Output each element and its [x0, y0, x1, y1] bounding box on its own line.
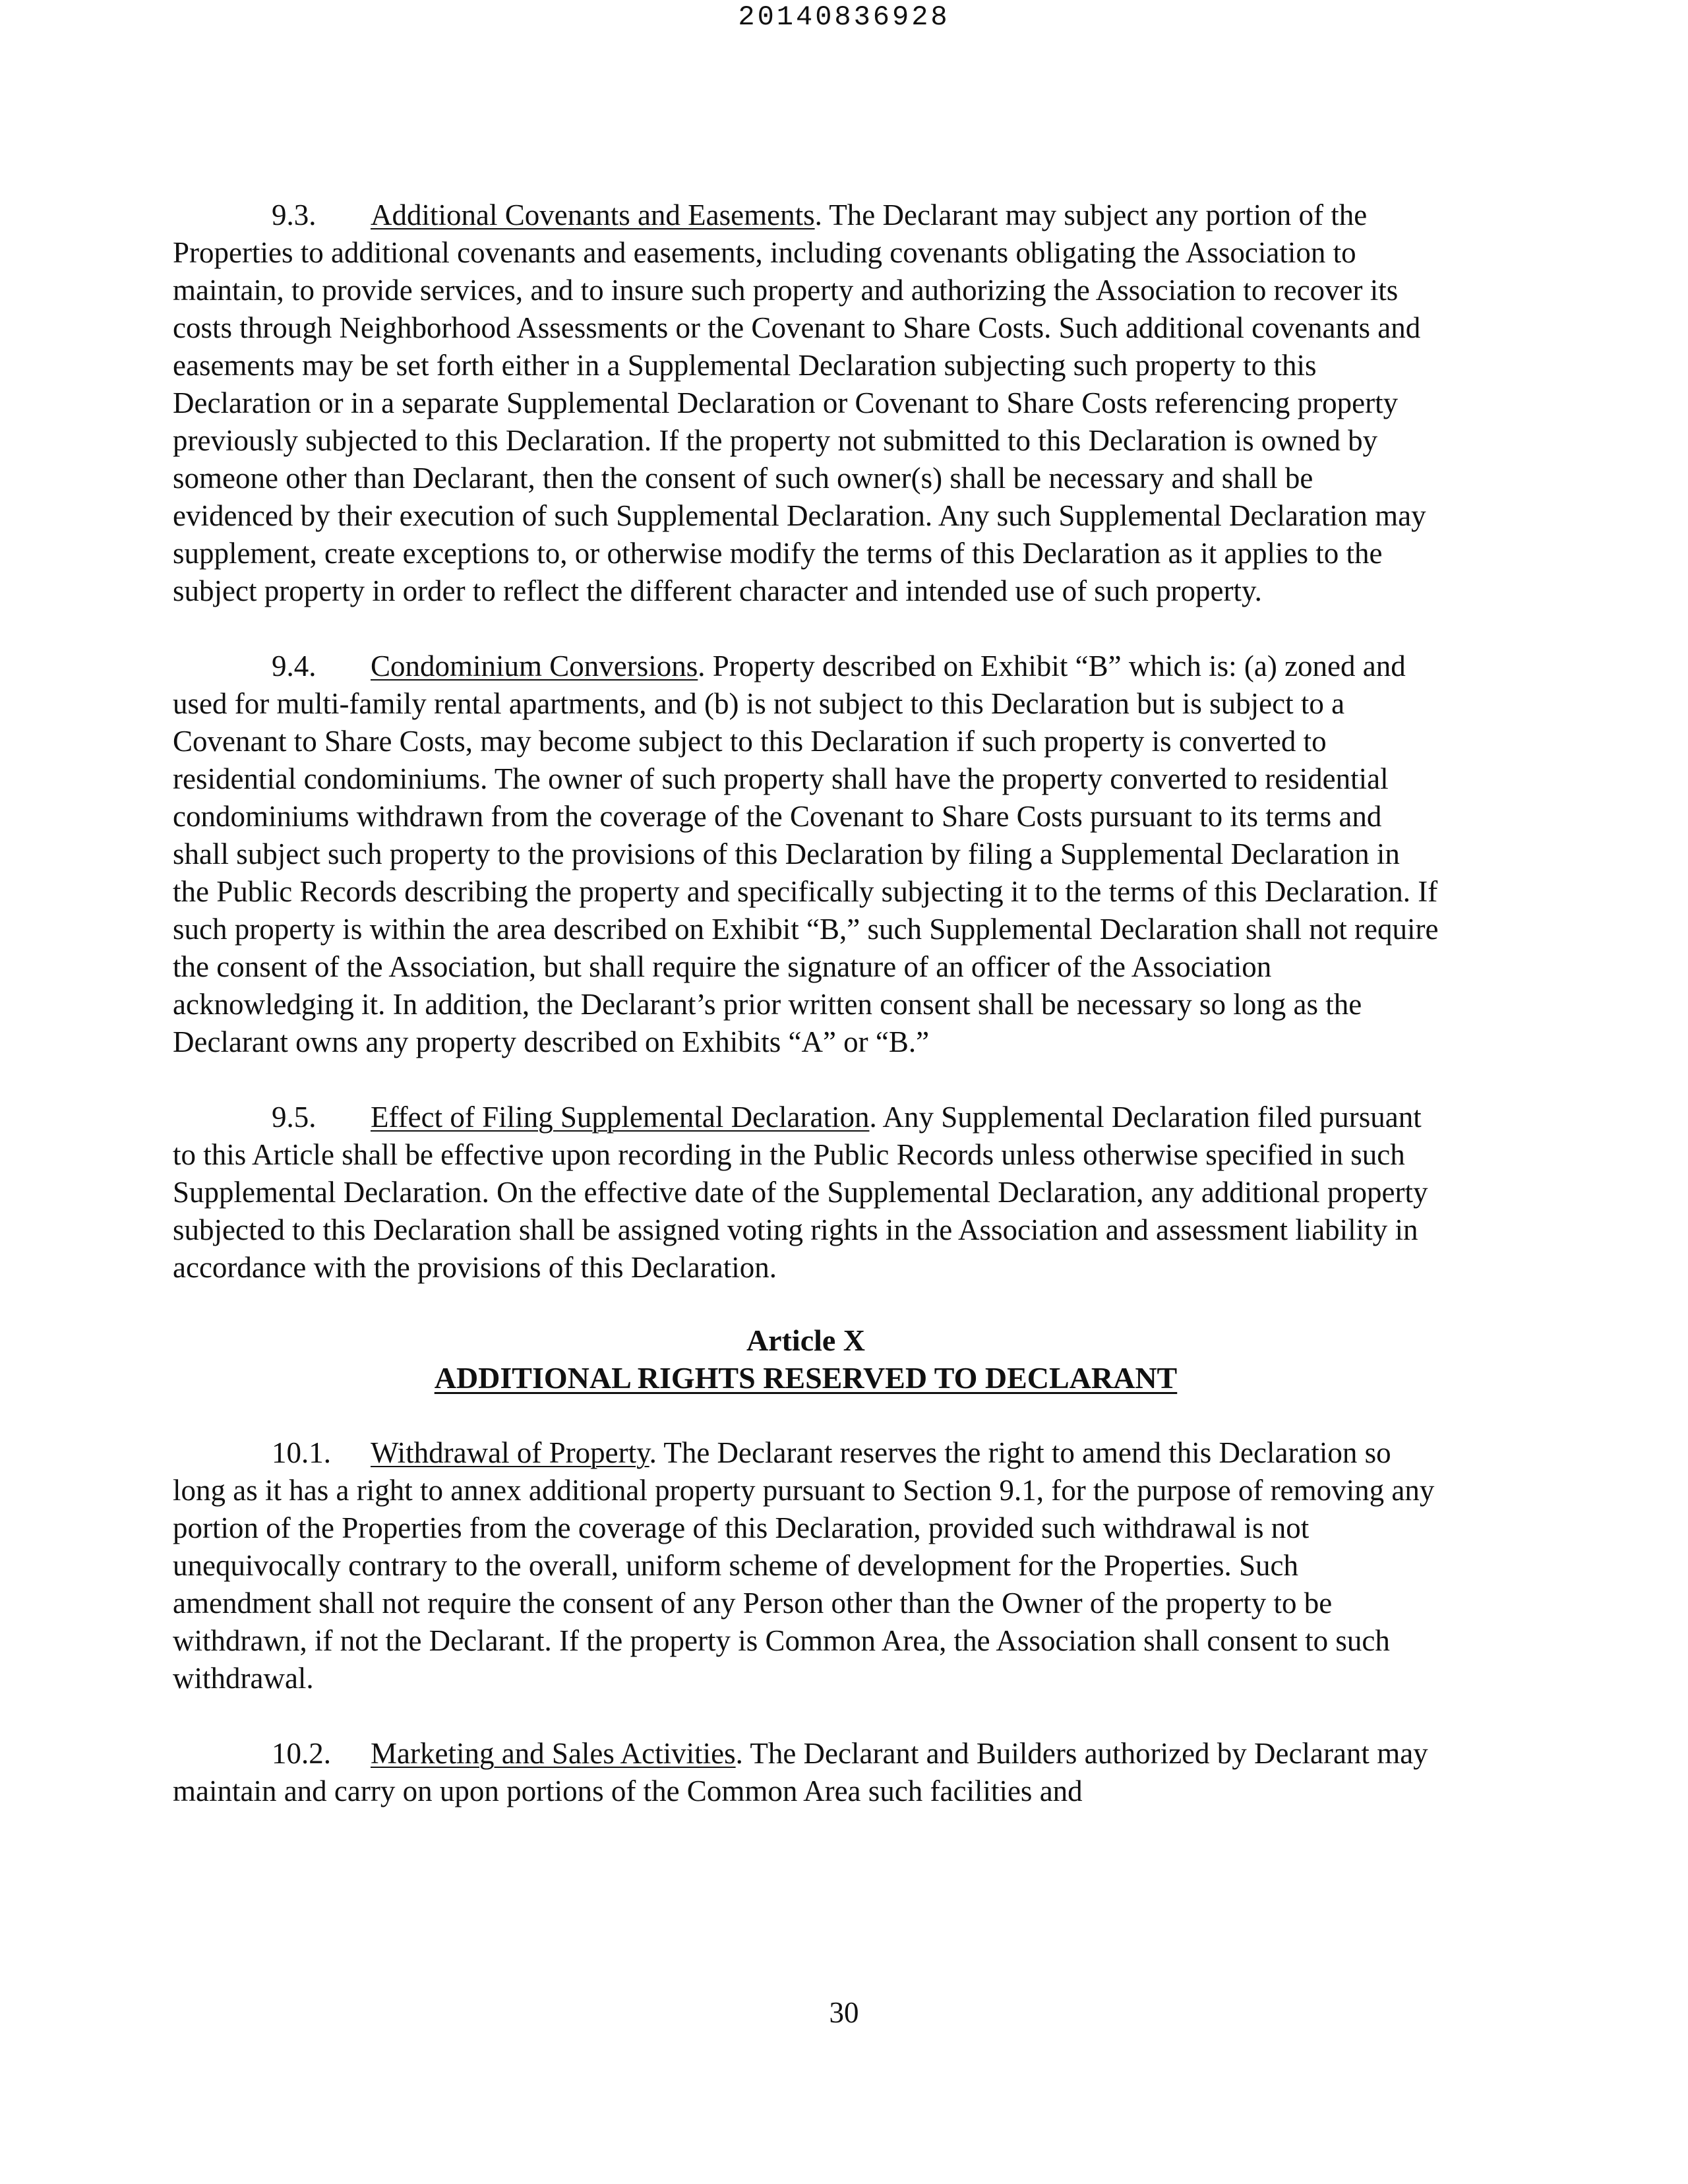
section-title: Effect of Filing Supplemental Declaration [371, 1101, 870, 1134]
section-9-5 [173, 1099, 1439, 1287]
section-title: Withdrawal of Property [371, 1436, 649, 1469]
section-body: . The Declarant and Builders authorized by Declarant may maintain and carry on upon portions of the Common Area such facilities and [173, 1737, 1428, 1807]
section-number: 9.5. [272, 1101, 316, 1134]
section-body: . The Declarant may subject any portion of the Properties to additional covenants and easements, including covenants obligating the Association to maintain, to provide services, and to insure such property and authorizing the Association to recover its costs through Neighborhood Assessments or the Covenant to Share Costs. Such additional covenants and easements may be set forth either in a Supplemental Declaration subjecting such property to this Declaration or in a separate Supplemental Declaration or Covenant to Share Costs referencing property previously subjected to this Declaration. If the property not submitted to this Declaration is owned by someone other than Declarant, then the consent of such owner(s) shall be necessary and shall be evidenced by their execution of such Supplemental Declaration. Any such Supplemental Declaration may supplement, create exceptions to, or otherwise modify the terms of this Declaration as it applies to the subject property in order to reflect the different character and intended use of such property. [173, 198, 1426, 607]
section-10-1 [173, 1434, 1439, 1697]
article-label: Article X [746, 1323, 866, 1357]
section-number: 10.1. [272, 1436, 331, 1469]
section-body: . Property described on Exhibit “B” which is: (a) zoned and used for multi-family rental apartments, and (b) is not subject to this Declaration but is subject to a Covenant to Share Costs, may become subject to this Declaration if such property is converted to residential condominiums. The owner of such property shall have the property converted to residential condominiums withdrawn from the coverage of the Covenant to Share Costs pursuant to its terms and shall subject such property to the provisions of this Declaration by filing a Supplemental Declaration in the Public Records describing the property and specifically subjecting it to the terms of this Declaration. If such property is within the area described on Exhibit “B,” such Supplemental Declaration shall not require the consent of the Association, but shall require the signature of an officer of the Association acknowledging it. In addition, the Declarant’s prior written consent shall be necessary so long as the Declarant owns any property described on Exhibits “A” or “B.” [173, 650, 1439, 1058]
section-number: 9.3. [272, 198, 316, 231]
section-9-4 [173, 648, 1439, 1061]
document-body [173, 197, 1439, 1848]
section-number: 10.2. [272, 1737, 331, 1770]
section-title: Marketing and Sales Activities [371, 1737, 736, 1770]
section-10-2 [173, 1735, 1439, 1810]
article-heading: ADDITIONAL RIGHTS RESERVED TO DECLARANT [434, 1361, 1178, 1395]
section-body: . The Declarant reserves the right to amend this Declaration so long as it has a right to annex additional property pursuant to Section 9.1, for the purpose of removing any portion of the Properties from the coverage of this Declaration, provided such withdrawal is not unequivocally contrary to the overall, uniform scheme of development for the Properties. Such amendment shall not require the consent of any Person other than the Owner of the property to be withdrawn, if not the Declarant. If the property is Common Area, the Association shall consent to such withdrawal. [173, 1436, 1435, 1695]
section-number: 9.4. [272, 650, 316, 682]
document-number: 20140836928 [738, 1, 950, 33]
page-number: 30 [829, 1996, 859, 2029]
section-9-3 [173, 197, 1439, 610]
article-header [173, 1321, 1439, 1397]
section-title: Condominium Conversions [371, 650, 698, 682]
section-title: Additional Covenants and Easements [371, 198, 815, 231]
section-body: . Any Supplemental Declaration filed pursuant to this Article shall be effective upon recording in the Public Records unless otherwise specified in such Supplemental Declaration. On the effective date of the Supplemental Declaration, any additional property subjected to this Declaration shall be assigned voting rights in the Association and assessment liability in accordance with the provisions of this Declaration. [173, 1101, 1428, 1284]
